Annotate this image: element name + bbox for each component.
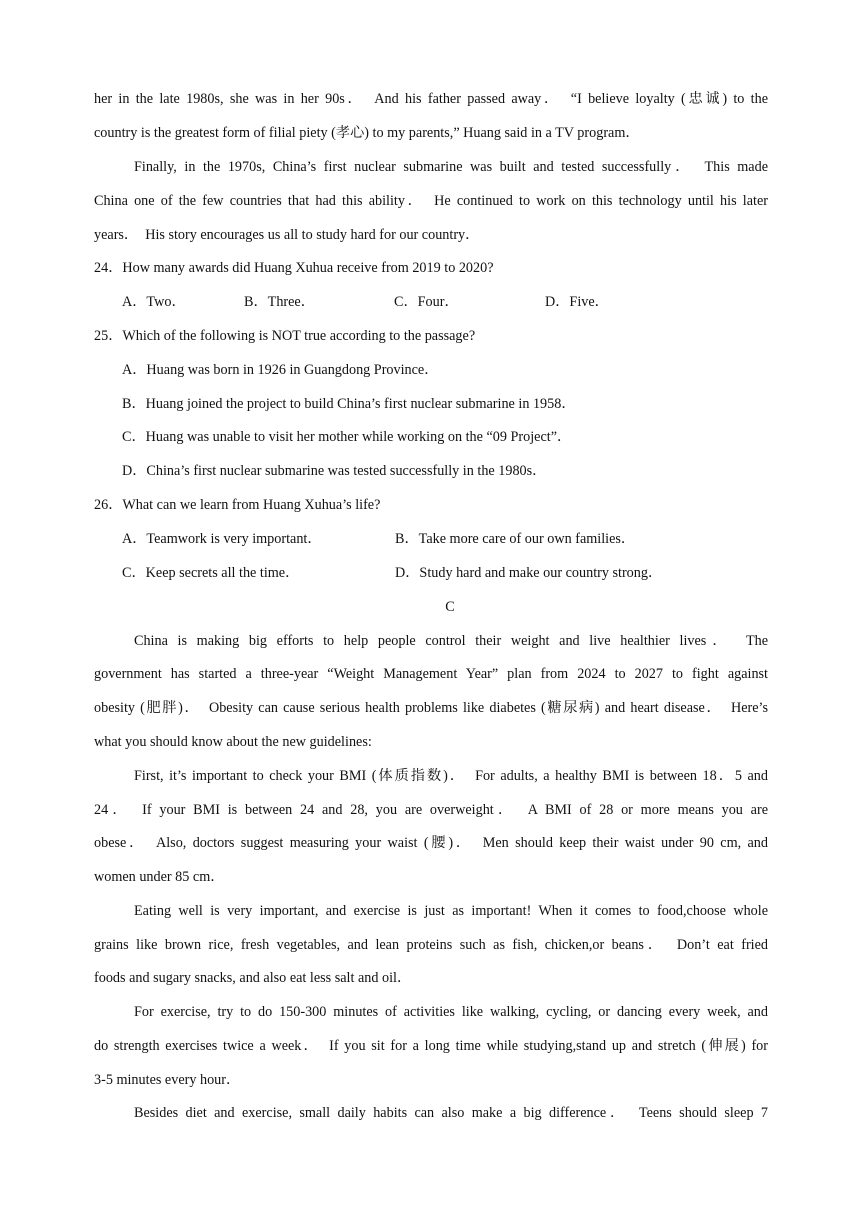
answer-option[interactable]: B．Huang joined the project to build China’s first nuclear submarine in 1958． <box>122 396 576 412</box>
question-stem: 26．What can we learn from Huang Xuhua’s life? <box>94 497 381 513</box>
answer-option[interactable]: D．Study hard and make our country strong． <box>395 565 663 581</box>
section-heading: C <box>445 599 455 615</box>
passage-line: First, it’s important to check your BMI (体质指数)． For adults, a healthy BMI is between 18．5 and <box>134 768 768 784</box>
passage-line: 24． If your BMI is between 24 and 28, you are overweight． A BMI of 28 or more means you are <box>94 802 768 818</box>
passage-line: her in the late 1980s, she was in her 90s． And his father passed away． “I believe loyalty (忠诚) to the <box>94 91 768 107</box>
question-stem: 25．Which of the following is NOT true according to the passage? <box>94 328 476 344</box>
question-stem: 24．How many awards did Huang Xuhua receive from 2019 to 2020? <box>94 260 494 276</box>
answer-option[interactable]: C．Four． <box>394 294 459 310</box>
passage-line: China one of the few countries that had this ability． He continued to work on this technology until his later <box>94 193 768 209</box>
passage-line: Besides diet and exercise, small daily habits can also make a big difference． Teens should sleep 7 <box>134 1105 768 1121</box>
passage-line: obesity (肥胖)． Obesity can cause serious health problems like diabetes (糖尿病) and heart disease． Here’s <box>94 700 768 716</box>
passage-line: Eating well is very important, and exercise is just as important! When it comes to food,choose whole <box>134 903 768 919</box>
passage-line: Finally, in the 1970s, China’s first nuclear submarine was built and tested successfully． This made <box>134 159 768 175</box>
passage-line: 3-5 minutes every hour． <box>94 1072 241 1088</box>
answer-option[interactable]: C．Keep secrets all the time． <box>122 565 300 581</box>
answer-option[interactable]: A．Two． <box>122 294 186 310</box>
passage-line: foods and sugary snacks, and also eat less salt and oil． <box>94 970 412 986</box>
answer-option[interactable]: A．Huang was born in 1926 in Guangdong Province． <box>122 362 439 378</box>
answer-option[interactable]: B．Take more care of our own families． <box>395 531 636 547</box>
passage-line: country is the greatest form of filial piety (孝心) to my parents,” Huang said in a TV program． <box>94 125 640 141</box>
passage-line: what you should know about the new guidelines: <box>94 734 372 750</box>
answer-option[interactable]: D．China’s first nuclear submarine was tested successfully in the 1980s． <box>122 463 547 479</box>
passage-line: women under 85 cm． <box>94 869 225 885</box>
passage-line: government has started a three-year “Weight Management Year” plan from 2024 to 2027 to fight against <box>94 666 768 682</box>
answer-option[interactable]: C．Huang was unable to visit her mother while working on the “09 Project”． <box>122 429 572 445</box>
answer-option[interactable]: B．Three． <box>244 294 315 310</box>
passage-line: years． His story encourages us all to study hard for our country． <box>94 227 480 243</box>
passage-line: For exercise, try to do 150-300 minutes of activities like walking, cycling, or dancing every week, and <box>134 1004 768 1020</box>
passage-line: China is making big efforts to help people control their weight and live healthier lives． The <box>134 633 768 649</box>
passage-line: grains like brown rice, fresh vegetables, and lean proteins such as fish, chicken,or beans． Don’t eat fried <box>94 937 768 953</box>
answer-option[interactable]: D．Five． <box>545 294 609 310</box>
passage-line: do strength exercises twice a week． If you sit for a long time while studying,stand up and stretch (伸展) for <box>94 1038 768 1054</box>
passage-line: obese． Also, doctors suggest measuring your waist (腰)． Men should keep their waist under 90 cm, and <box>94 835 768 851</box>
answer-option[interactable]: A．Teamwork is very important． <box>122 531 322 547</box>
